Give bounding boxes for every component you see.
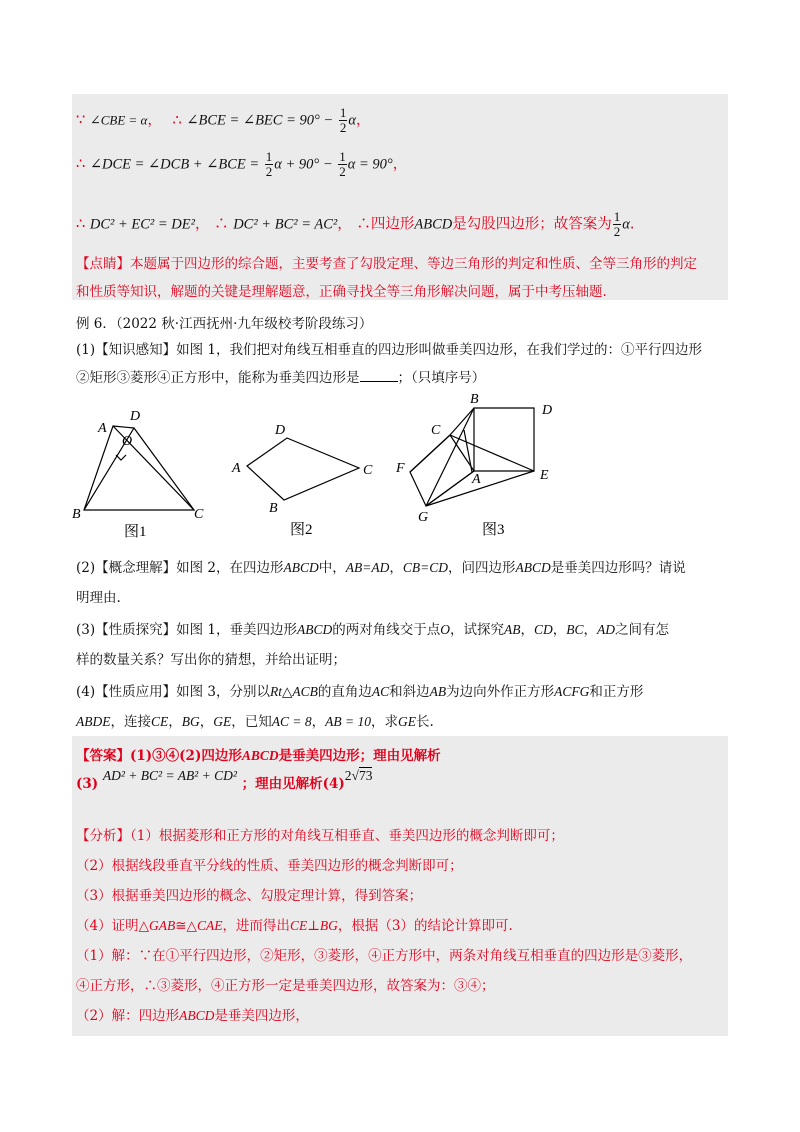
fig1-caption: 图1 xyxy=(124,524,147,540)
fig3-caption: 图3 xyxy=(482,522,505,538)
question-2-line-1: (2)【概念理解】如图 2，在四边形ABCD中，AB=AD，CB=CD，问四边形ABCD是垂美四边形吗？请说 xyxy=(76,560,686,576)
question-4-line-1: (4)【性质应用】如图 3，分别以Rt△ACB的直角边AC和斜边AB为边向外作正方形ACFG和正方形 xyxy=(76,684,644,700)
fig3-square-acfg xyxy=(410,435,474,506)
fig3-label-E: E xyxy=(540,468,549,483)
answer-line-2: (3) AD² + BC² = AB² + CD² ；理由见解析(4)2√73 xyxy=(76,768,373,792)
figure-3 xyxy=(410,408,534,506)
question-4-line-2: ABDE，连接CE，BG，GE，已知AC = 8，AB = 10，求GE长. xyxy=(76,714,434,730)
fig3-square-abde xyxy=(474,408,534,471)
fig2-label-C: C xyxy=(363,463,373,478)
analysis-line-5: （1）解：∵在①平行四边形，②矩形，③菱形，④正方形中，两条对角线互相垂直的四边形是③菱形， xyxy=(76,948,693,964)
fig1-quadrilateral xyxy=(84,426,194,510)
answer-line-1: 【答案】(1)③④(2)四边形ABCD是垂美四边形；理由见解析 xyxy=(76,748,441,764)
analysis-line-4: （4）证明△GAB≅△CAE，进而得出CE⊥BG，根据（3）的结论计算即可. xyxy=(76,918,513,934)
fig3-label-F: F xyxy=(396,461,405,476)
analysis-line-7: （2）解：四边形ABCD是垂美四边形， xyxy=(76,1008,309,1024)
fig1-label-O: O xyxy=(122,434,133,449)
fig2-caption: 图2 xyxy=(290,522,313,538)
question-3-line-1: (3)【性质探究】如图 1，垂美四边形ABCD的两对角线交于点O，试探究AB，CD，BC，AD之间有怎 xyxy=(76,622,670,638)
question-1-line-1: (1)【知识感知】如图 1，我们把对角线互相垂直的四边形叫做垂美四边形，在我们学过的：①平行四边形 xyxy=(76,342,703,358)
comment-line-2: 和性质等知识，解题的关键是理解题意，正确寻找全等三角形解决问题，属于中考压轴题. xyxy=(76,284,607,300)
fig1-right-angle-mark xyxy=(116,455,126,460)
fig3-label-D: D xyxy=(542,403,553,418)
fig3-label-B: B xyxy=(470,392,479,407)
fig2-kite xyxy=(247,438,359,500)
question-3-line-2: 样的数量关系？写出你的猜想，并给出证明； xyxy=(76,652,346,668)
fig2-label-D: D xyxy=(275,423,286,438)
fig2-label-B: B xyxy=(269,501,278,516)
fig1-label-D: D xyxy=(130,409,141,424)
analysis-line-6: ④正方形，∴③菱形，④正方形一定是垂美四边形，故答案为：③④； xyxy=(76,978,495,994)
figures xyxy=(64,388,584,543)
fig1-label-C: C xyxy=(194,507,204,522)
example-title: 例 6．（2022 秋·江西抚州·九年级校考阶段练习） xyxy=(76,316,373,332)
question-1-line-2: ②矩形③菱形④正方形中，能称为垂美四边形是 ；（只填序号） xyxy=(76,370,486,386)
answer-blank[interactable] xyxy=(360,369,398,382)
analysis-line-3: （3）根据垂美四边形的概念、勾股定理计算，得到答案； xyxy=(76,888,423,904)
fig1-label-A: A xyxy=(98,421,107,436)
analysis-line-2: （2）根据线段垂直平分线的性质、垂美四边形的概念判断即可； xyxy=(76,858,463,874)
fig3-label-C: C xyxy=(431,423,441,438)
question-2-line-2: 明理由. xyxy=(76,590,121,606)
fig1-label-B: B xyxy=(72,507,81,522)
solution-line-2: ∴ ∠DCE = ∠DCB + ∠BCE = $\frac{1}{2}$ α + 90° − $\frac{1}{2}$ α = 90°， xyxy=(76,149,408,179)
solution-line-1: ∵ ∠CBE = α， ∴ ∠BCE = ∠BEC = 90° − $\frac{1}{2}$ α， xyxy=(76,105,371,135)
analysis-header: 【分析】（1）根据菱形和正方形的对角线互相垂直、垂美四边形的概念判断即可； xyxy=(76,828,564,844)
fig3-label-A: A xyxy=(472,472,481,487)
fig3-label-G: G xyxy=(418,510,429,525)
fig2-label-A: A xyxy=(232,461,241,476)
comment-line-1: 【点睛】本题属于四边形的综合题，主要考查了勾股定理、等边三角形的判定和性质、全等三角形的判定 xyxy=(76,256,697,272)
figure-1 xyxy=(84,426,194,510)
solution-line-3: ∴ DC² + EC² = DE²， ∴ DC² + BC² = AC²， ∴四边形ABCD是勾股四边形；故答案为 $\frac{1}{2}$ α. xyxy=(76,209,635,239)
